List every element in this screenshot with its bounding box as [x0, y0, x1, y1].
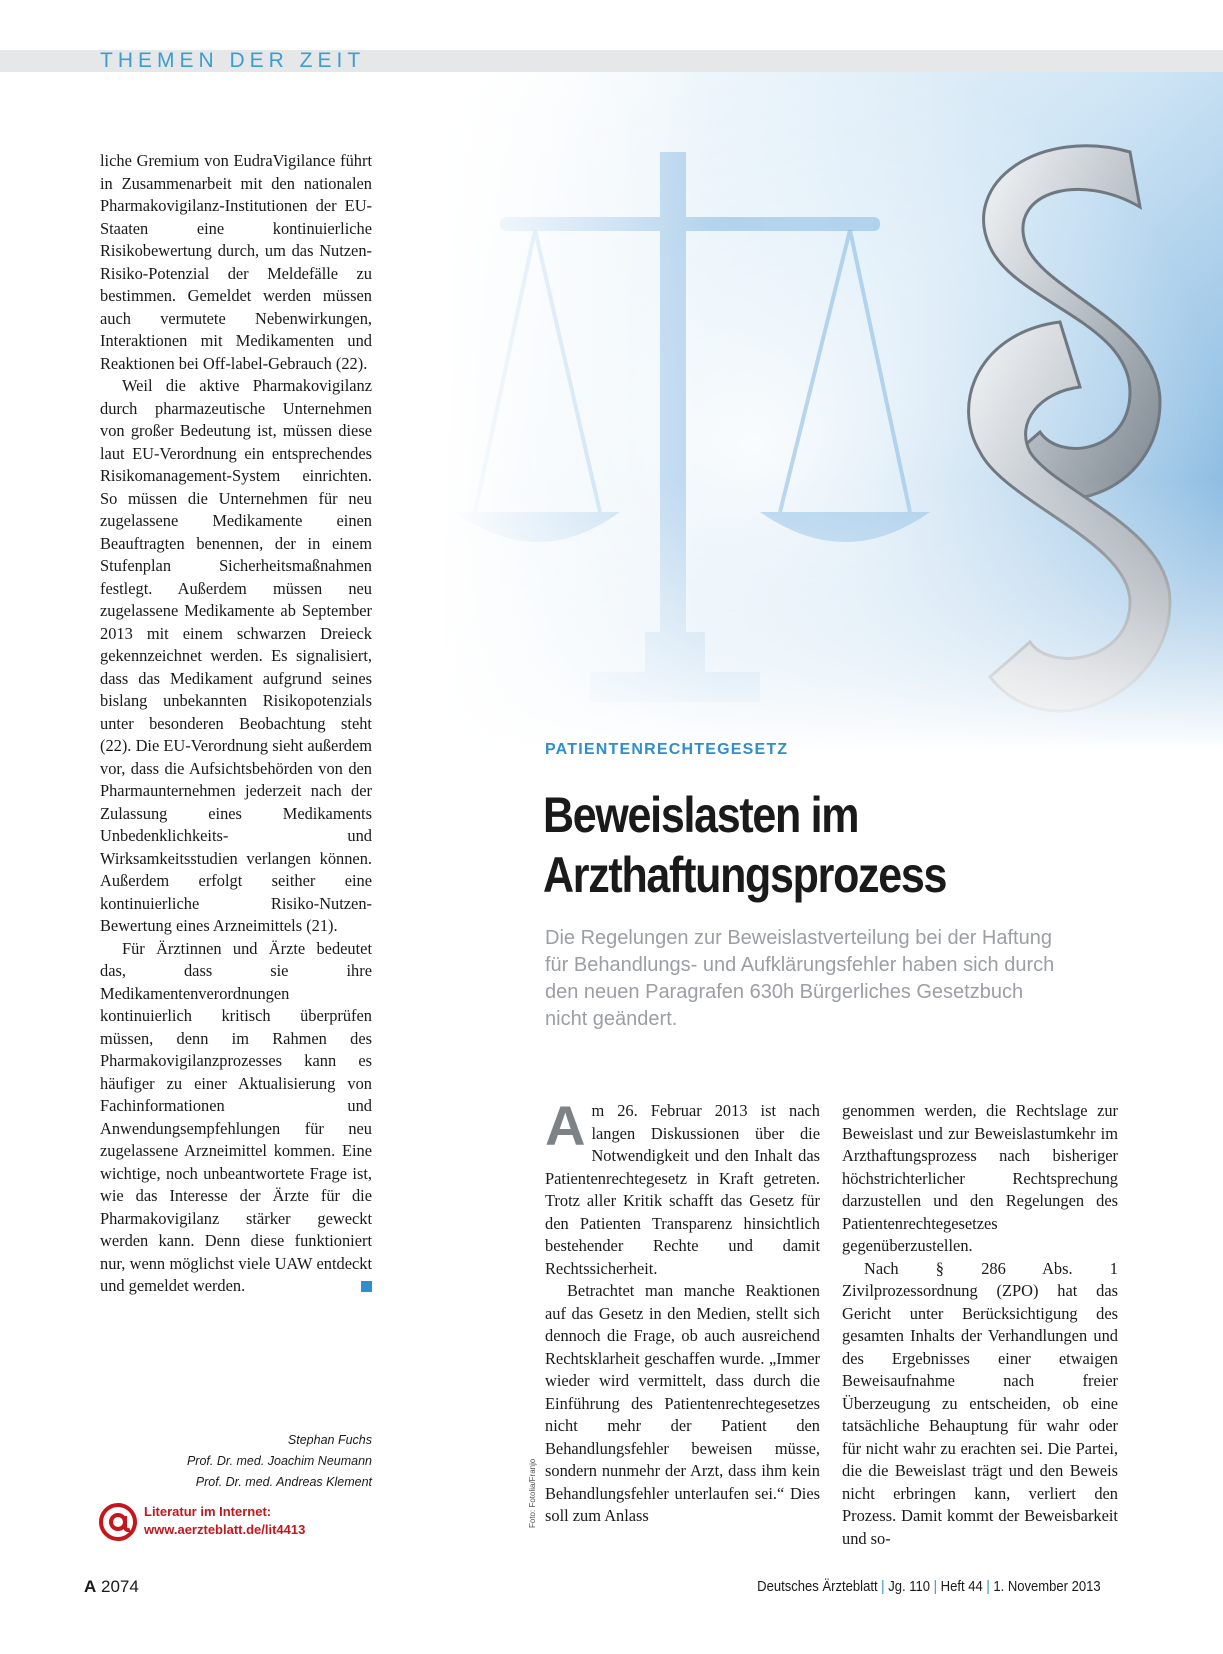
- journal-date: 1. November 2013: [993, 1579, 1101, 1595]
- separator: |: [881, 1579, 885, 1595]
- article-kicker: PATIENTENRECHTEGESETZ: [545, 741, 789, 758]
- journal-name: Deutsches Ärzteblatt: [757, 1579, 878, 1595]
- page-prefix: A: [84, 1577, 97, 1596]
- author-name: Prof. Dr. med. Joachim Neumann: [186, 1454, 372, 1468]
- author-list: [150, 1430, 372, 1493]
- end-square-icon: [361, 1281, 372, 1292]
- article-headline: [543, 785, 1076, 905]
- drop-cap: A: [545, 1094, 586, 1157]
- literature-label: Literatur im Internet:: [144, 1504, 272, 1519]
- article-column-right: [842, 1100, 1118, 1550]
- article-lead: Die Regelungen zur Beweislastverteilung bei der Haftung für Behandlungs- und Aufklärungsfehler haben sich durch den neuen Paragrafen 630h Bürgerliches Gesetzbuch nicht geändert.: [545, 927, 1055, 1030]
- headline-line: Arzthaftungsprozess: [543, 847, 947, 903]
- literature-url-link[interactable]: www.aerzteblatt.de/lit4413: [144, 1522, 306, 1537]
- paragraph: Weil die aktive Pharmakovigilanz durch pharmazeutische Unternehmen von großer Bedeutung ist, müssen diese laut EU-Verordnung ein entsprechendes Risikomanagement-System einrichten. So müssen die Unternehmen für neu zugelassene Medikamente einen Beauftragten benennen, der in einem Stufenplan Sicherheitsmaßnahmen festlegt. Außerdem müssen neu zugelassene Medikamente ab September 2013 mit einem schwarzen Dreieck gekennzeichnet werden. Es signalisiert, dass das Medikament aufgrund seines bislang unbekannten Risikopotenzials unter besonderen Beobachtung steht (22). Die EU-Verordnung sieht außerdem vor, dass die Aufsichtsbehörden von den Pharmaunternehmen jederzeit nach der Zulassung eines Medikaments Unbedenklichkeits- und Wirksamkeitsstudien verlangen können. Außerdem erfolgt seither eine kontinuierliche Risiko-Nutzen-Bewertung eines Arzneimittels (21).: [100, 376, 372, 935]
- author-name: Prof. Dr. med. Andreas Klement: [195, 1475, 372, 1489]
- journal-volume: Jg. 110: [888, 1579, 931, 1595]
- literature-link-box: [98, 1502, 358, 1542]
- page-number: [84, 1577, 139, 1597]
- separator: |: [933, 1579, 938, 1595]
- left-column-text: [100, 150, 372, 1298]
- page-number-value: 2074: [101, 1577, 139, 1596]
- paragraph: Betrachtet man manche Reaktionen auf das Gesetz in den Medien, stellt sich dennoch die Frage, ob auch ausreichend Rechtsklarheit geschaffen wurde. „Immer wieder wird vermittelt, dass durch die Einführung des Patientenrechtegesetzes nicht mehr der Patient den Behandlungsfehler beweisen müsse, sondern nunmehr der Arzt, dass ihm kein Behandlungsfehler unterlaufen sei.“ Dies soll zum Anlass: [545, 1281, 820, 1525]
- paragraph: Nach § 286 Abs. 1 Zivilprozessordnung (ZPO) hat das Gericht unter Berücksichtigung des gesamten Inhalts der Verhandlungen und des Ergebnisses einer etwaigen Beweisaufnahme nach freier Überzeugung zu entscheiden, ob eine tatsächliche Behauptung für wahr oder für nicht wahr zu erachten sei. Die Partei, die die Beweislast trägt und den Beweis nicht erbringen kann, verliert den Prozess. Damit kommt der Beweisbarkeit und so-: [842, 1258, 1118, 1548]
- journal-issue: Heft 44: [940, 1579, 984, 1595]
- paragraph: m 26. Februar 2013 ist nach langen Diskussionen über die Notwendigkeit und den Inhalt das Patientenrechtegesetz in Kraft getreten. Trotz aller Kritik schafft das Gesetz für den Patienten Transparenz hinsichtlich bestehender Rechte und damit Rechtssicherheit.: [545, 1101, 820, 1278]
- paragraph: genommen werden, die Rechtslage zur Beweislast und zur Beweislastumkehr im Arzthaftungsprozess nach bisheriger höchstrichterlicher Rechtsprechung darzustellen und den Regelungen des Patientenrechtegesetzes gegenüberzustellen.: [842, 1101, 1118, 1255]
- article-column-middle: [545, 1094, 820, 1528]
- headline-line: Beweislasten im: [543, 787, 859, 843]
- paragraph: liche Gremium von EudraVigilance führt in Zusammenarbeit mit den nationalen Pharmakovigilanz-Institutionen der EU-Staaten eine kontinuierliche Risikobewertung durch, um das Nutzen-Risiko-Potenzial der Meldefälle zu bestimmen. Gemeldet werden müssen auch vermutete Nebenwirkungen, Interaktionen mit Medikamenten und Reaktionen bei Off-label-Gebrauch (22).: [100, 151, 372, 373]
- author-name: Stephan Fuchs: [287, 1433, 372, 1447]
- at-sign-icon: [98, 1502, 138, 1542]
- paragraph: Für Ärztinnen und Ärzte bedeutet das, dass sie ihre Medikamentenverordnungen kontinuierlich kritisch überprüfen müssen, denn im Rahmen des Pharmakovigilanzprozesses kann es häufiger zu einer Aktualisierung von Fachinformationen und Anwendungsempfehlungen für neu zugelassene Arzneimittel kommen. Eine wichtige, noch unbeantwortete Frage ist, wie das Interesse der Ärzte für die Pharmakovigilanz stärker geweckt werden kann. Denn diese funktioniert nur, wenn möglichst viele UAW entdeckt und gemeldet werden.: [100, 938, 372, 1295]
- section-label: THEMEN DER ZEIT: [100, 49, 366, 72]
- journal-info: [757, 1579, 1101, 1595]
- photo-credit: Foto: Fotolia/Franjo: [528, 1458, 537, 1528]
- separator: |: [986, 1579, 991, 1595]
- hero-image-scales-paragraph: [440, 72, 1223, 752]
